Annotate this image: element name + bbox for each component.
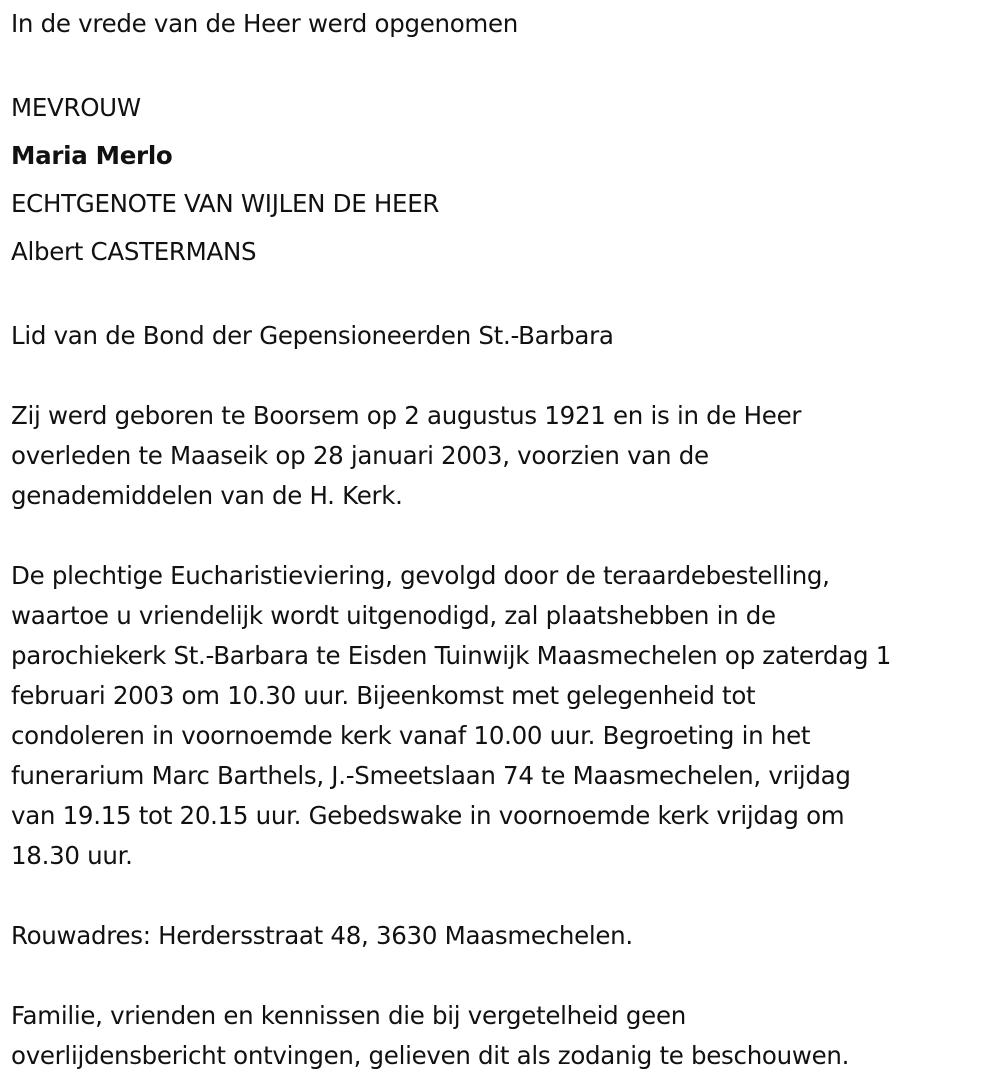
intro-line: In de vrede van de Heer werd opgenomen (11, 9, 518, 38)
spouse-name: Albert CASTERMANS (11, 237, 257, 266)
spacer (11, 276, 997, 316)
spacer (11, 956, 997, 996)
closing-paragraph (11, 996, 997, 1076)
paragraph-line: condoleren in voornoemde kerk vanaf 10.00 uur. Begroeting in het (11, 721, 811, 750)
paragraph-line: waartoe u vriendelijk wordt uitgenodigd, zal plaatshebben in de (11, 601, 776, 630)
ceremony-paragraph (11, 556, 997, 876)
paragraph-line: Familie, vrienden en kennissen die bij vergetelheid geen (11, 1001, 686, 1030)
paragraph-line: overleden te Maaseik op 28 januari 2003, voorzien van de (11, 441, 709, 470)
title-prefix: MEVROUW (11, 93, 141, 122)
paragraph-line: genademiddelen van de H. Kerk. (11, 481, 403, 510)
paragraph-line: februari 2003 om 10.30 uur. Bijeenkomst met gelegenheid tot (11, 681, 756, 710)
mourning-address: Rouwadres: Herdersstraat 48, 3630 Maasmechelen. (11, 921, 633, 950)
paragraph-line: parochiekerk St.-Barbara te Eisden Tuinwijk Maasmechelen op zaterdag 1 (11, 641, 891, 670)
deceased-name: Maria Merlo (11, 141, 173, 170)
paragraph-line: 18.30 uur. (11, 841, 133, 870)
paragraph-line: Zij werd geboren te Boorsem op 2 augustus 1921 en is in de Heer (11, 401, 802, 430)
birth-death-paragraph (11, 396, 997, 516)
relation-line: ECHTGENOTE VAN WIJLEN DE HEER (11, 189, 440, 218)
paragraph-line: overlijdensbericht ontvingen, gelieven dit als zodanig te beschouwen. (11, 1041, 850, 1070)
membership-line: Lid van de Bond der Gepensioneerden St.-Barbara (11, 321, 614, 350)
paragraph-line: van 19.15 tot 20.15 uur. Gebedswake in voornoemde kerk vrijdag om (11, 801, 845, 830)
spacer (11, 516, 997, 556)
spacer (11, 876, 997, 916)
spacer (11, 356, 997, 396)
paragraph-line: De plechtige Eucharistieviering, gevolgd door de teraardebestelling, (11, 561, 830, 590)
obituary-notice (11, 4, 997, 1076)
paragraph-line: funerarium Marc Barthels, J.-Smeetslaan 74 te Maasmechelen, vrijdag (11, 761, 851, 790)
spacer (11, 44, 997, 84)
